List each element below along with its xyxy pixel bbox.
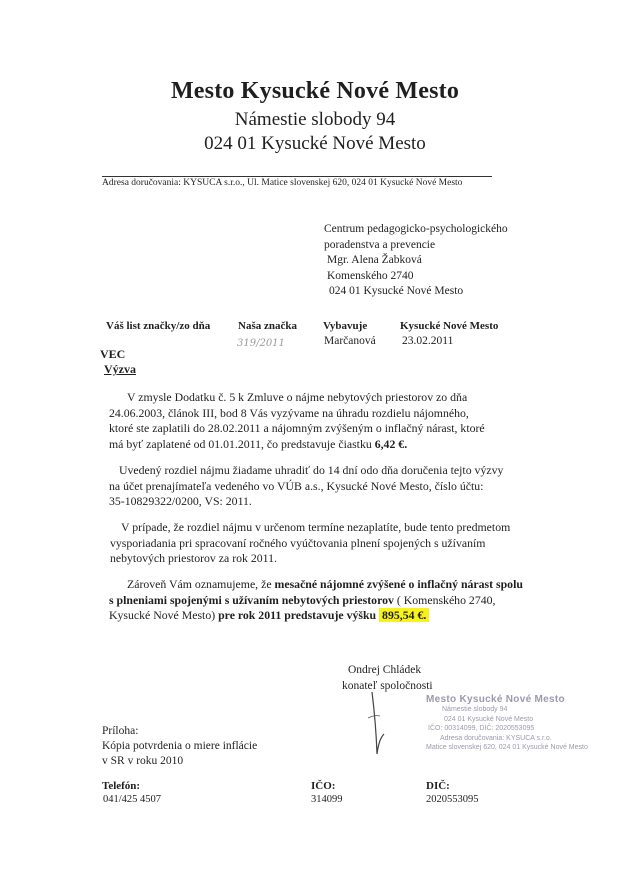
amount-difference: 6,42 €.	[374, 436, 408, 451]
paragraph-4	[109, 577, 523, 624]
recipient-line: 024 01 Kysucké Nové Mesto	[329, 285, 464, 297]
paragraph-line: V zmysle Dodatku č. 5 k Zmluve o nájme nebytových priestorov zo dňa	[127, 390, 468, 404]
recipient-line: Mgr. Alena Žabková	[327, 254, 422, 266]
footer-dic: 2020553095	[426, 794, 479, 805]
paragraph-line	[127, 577, 523, 593]
paragraph-1	[109, 390, 485, 452]
letterhead-street: Námestie slobody 94	[234, 109, 396, 130]
ref-label-our-mark: Naša značka	[238, 320, 297, 332]
paragraph-line: nebytových priestorov za rok 2011.	[110, 551, 277, 566]
official-stamp	[426, 694, 588, 753]
paragraph-line: Uvedený rozdiel nájmu žiadame uhradiť do 14 dní odo dňa doručenia tejto výzvy	[119, 463, 504, 477]
stamp-line: Adresa doručovania: KYSUCA s.r.o.	[440, 734, 552, 742]
paragraph-line: vysporiadania pri spracovaní ročného vyúčtovania plnení spojených s užívaním	[110, 535, 486, 550]
ref-label-handled-by: Vybavuje	[323, 320, 368, 332]
recipient-line: Komenského 2740	[327, 269, 414, 282]
handwritten-signature	[360, 688, 400, 758]
attachment-block	[102, 724, 257, 769]
paragraph-line: V prípade, že rozdiel nájmu v určenom termíne nezaplatíte, bude tento predmetom	[121, 520, 511, 534]
stamp-line: IČO: 00314099, DIČ: 2020553095	[428, 725, 535, 733]
attachment-line: Kópia potvrdenia o miere inflácie	[102, 740, 258, 752]
stamp-title: Mesto Kysucké Nové Mesto	[426, 694, 565, 705]
paragraph-line: na účet prenajímateľa vedeného vo VÚB a.s., Kysucké Nové Mesto, číslo účtu:	[109, 478, 484, 493]
paragraph-line: ktoré ste zaplatili do 28.02.2011 a nájomným zvýšeným o inflačný nárast, ktoré	[109, 421, 485, 436]
our-mark-handwritten: 319/2011	[237, 338, 285, 349]
attachment-line: v SR v roku 2010	[102, 755, 184, 767]
recipient-address	[324, 222, 508, 300]
delivery-address: Adresa doručovania: KYSUCA s.r.o., Ul. Matice slovenskej 620, 024 01 Kysucké Nové Mesto	[102, 178, 463, 188]
letterhead-title: Mesto Kysucké Nové Mesto	[170, 78, 460, 104]
ref-label-your-letter: Váš list značky/zo dňa	[106, 320, 211, 332]
paragraph-line	[109, 437, 485, 453]
paragraph-text: má byť zaplatené od 01.01.2011, čo predstavuje čiastku	[109, 436, 375, 451]
ref-label-place: Kysucké Nové Mesto	[400, 320, 499, 332]
paragraph-bold: mesačné nájomné zvýšené o inflačný nárast spolu	[274, 577, 523, 591]
footer-ico-label: IČO:	[311, 780, 336, 792]
footer-phone-label: Telefón:	[102, 780, 141, 792]
footer-dic-label: DIČ:	[426, 780, 450, 792]
recipient-line: Centrum pedagogicko-psychologického	[324, 223, 508, 235]
paragraph-line: 35-10829322/0200, VS: 2011.	[109, 494, 252, 509]
paragraph-text: Zároveň Vám oznamujeme, že	[127, 577, 275, 591]
paragraph-2	[109, 463, 504, 510]
paragraph-line: 24.06.2003, článok III, bod 8 Vás vyzývame na úhradu rozdielu nájomného,	[109, 405, 469, 420]
footer-phone: 041/425 4507	[103, 794, 162, 805]
attachment-label: Príloha:	[102, 725, 139, 737]
ref-date-value: 23.02.2011	[402, 335, 454, 347]
stamp-line: Námestie slobody 94	[442, 706, 508, 713]
stamp-line: Matice slovenskej 620, 024 01 Kysucké Nové Mesto	[426, 744, 588, 752]
letterhead-city: 024 01 Kysucké Nové Mesto	[204, 133, 426, 154]
signatory-role: konateľ spoločnosti	[342, 680, 433, 692]
ref-handled-by-value: Marčanová	[324, 335, 376, 347]
paragraph-3	[110, 520, 511, 567]
subject-title: Výzva	[104, 362, 136, 376]
paragraph-line	[109, 608, 523, 624]
footer-ico: 314099	[311, 794, 343, 805]
paragraph-bold: pre rok 2011 predstavuje výšku	[218, 608, 380, 623]
recipient-line: poradenstva a prevencie	[324, 238, 436, 251]
paragraph-line	[109, 593, 523, 609]
stamp-line: 024 01 Kysucké Nové Mesto	[444, 715, 534, 723]
paragraph-text: ( Komenského 2740,	[393, 592, 496, 607]
paragraph-bold: s plneniami spojenými s užívaním nebytových priestorov	[109, 592, 394, 607]
amount-total-highlight: 895,54 €.	[379, 608, 429, 622]
paragraph-text: Kysucké Nové Mesto)	[109, 608, 219, 623]
letterhead-divider	[102, 176, 492, 177]
subject-label: VEC	[100, 347, 126, 361]
signatory-name: Ondrej Chládek	[348, 664, 422, 676]
